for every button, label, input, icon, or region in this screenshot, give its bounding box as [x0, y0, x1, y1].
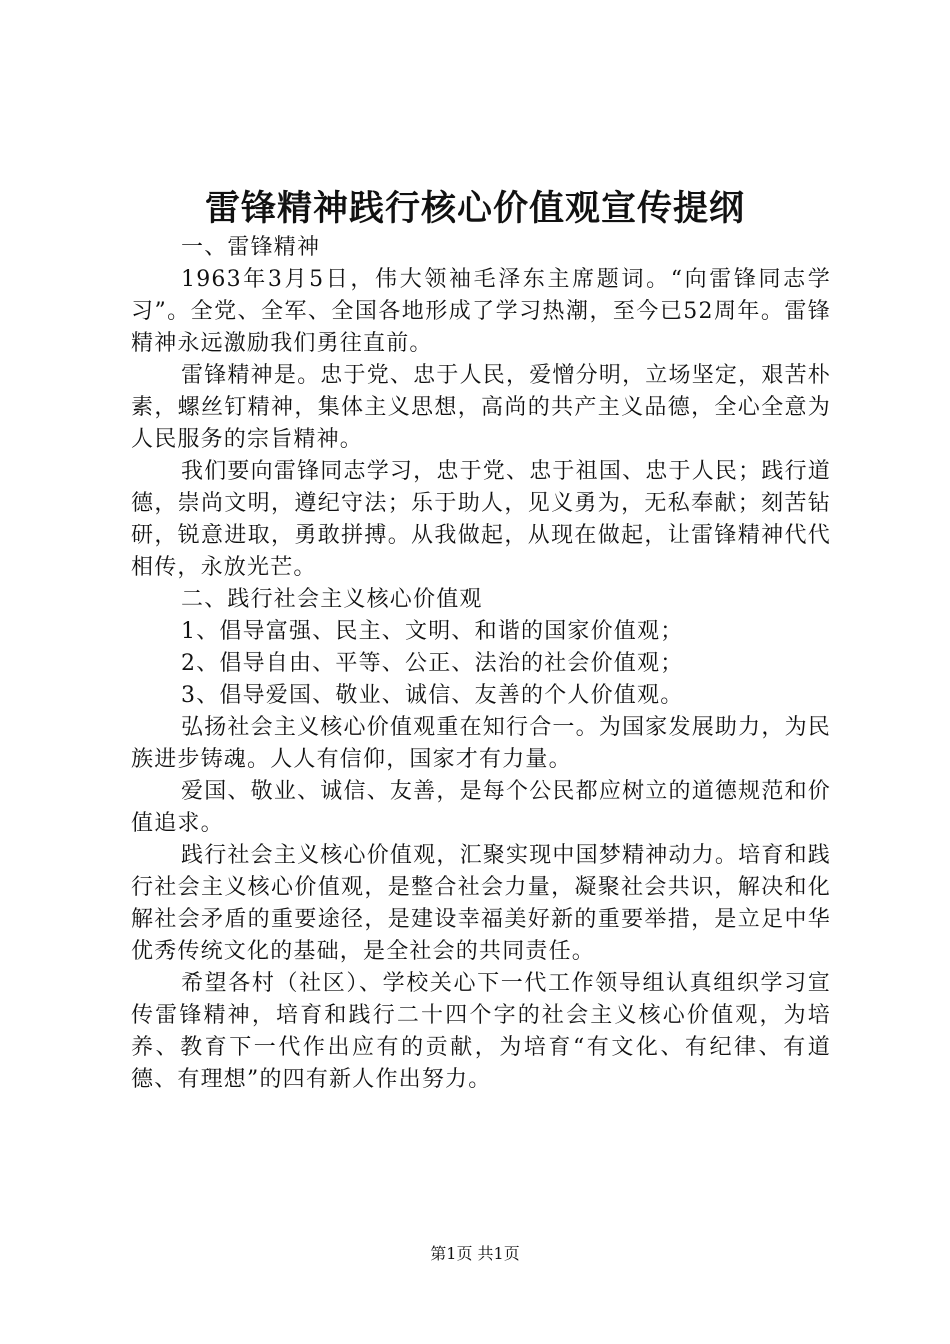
section-heading-lei-feng-spirit: 一、雷锋精神	[181, 235, 321, 260]
paragraph-chinese-dream: 践行社会主义核心价值观，汇聚实现中国梦精神动力。培育和践行社会主义核心价值观，是整合社会力量，凝聚社会共识，解决和化解社会矛盾的重要途径，是建设幸福美好新的重要举措，是立足中华优秀传统文化的基础，是全社会的共同责任。	[131, 843, 831, 964]
list-item-national-values: 1、倡导富强、民主、文明、和谐的国家价值观；	[181, 619, 684, 644]
paragraph-knowledge-action: 弘扬社会主义核心价值观重在知行合一。为国家发展助力，为民族进步铸魂。人人有信仰，国家才有力量。	[131, 715, 831, 772]
document-body	[131, 232, 831, 1096]
document-title: 雷锋精神践行核心价值观宣传提纲	[204, 189, 745, 229]
paragraph-moral-standards: 爱国、敬业、诚信、友善，是每个公民都应树立的道德规范和价值追求。	[131, 779, 831, 836]
list-item-social-values: 2、倡导自由、平等、公正、法治的社会价值观；	[181, 651, 684, 676]
paragraph-spirit-definition: 雷锋精神是。忠于党、忠于人民，爱憎分明，立场坚定，艰苦朴素，螺丝钉精神，集体主义思想，高尚的共产主义品德，全心全意为人民服务的宗旨精神。	[131, 363, 831, 452]
page-footer: 第1页 共1页	[430, 1244, 520, 1263]
paragraph-learn-from-lei-feng: 我们要向雷锋同志学习，忠于党、忠于祖国、忠于人民；践行道德，崇尚文明，遵纪守法；乐于助人，见义勇为，无私奉献；刻苦钻研，锐意进取，勇敢拼搏。从我做起，从现在做起，让雷锋精神代代相传，永放光芒。	[131, 459, 831, 580]
list-item-personal-values: 3、倡导爱国、敬业、诚信、友善的个人价值观。	[181, 683, 684, 708]
paragraph-call-to-action: 希望各村（社区）、学校关心下一代工作领导组认真组织学习宣传雷锋精神，培育和践行二十四个字的社会主义核心价值观，为培养、教育下一代作出应有的贡献，为培育“有文化、有纪律、有道德、有理想”的四有新人作出努力。	[131, 971, 831, 1092]
section-heading-core-values: 二、践行社会主义核心价值观	[181, 587, 483, 612]
paragraph-inscription: 1963年3月5日，伟大领袖毛泽东主席题词。“向雷锋同志学习”。全党、全军、全国各地形成了学习热潮，至今已52周年。雷锋精神永远激励我们勇往直前。	[131, 267, 831, 356]
